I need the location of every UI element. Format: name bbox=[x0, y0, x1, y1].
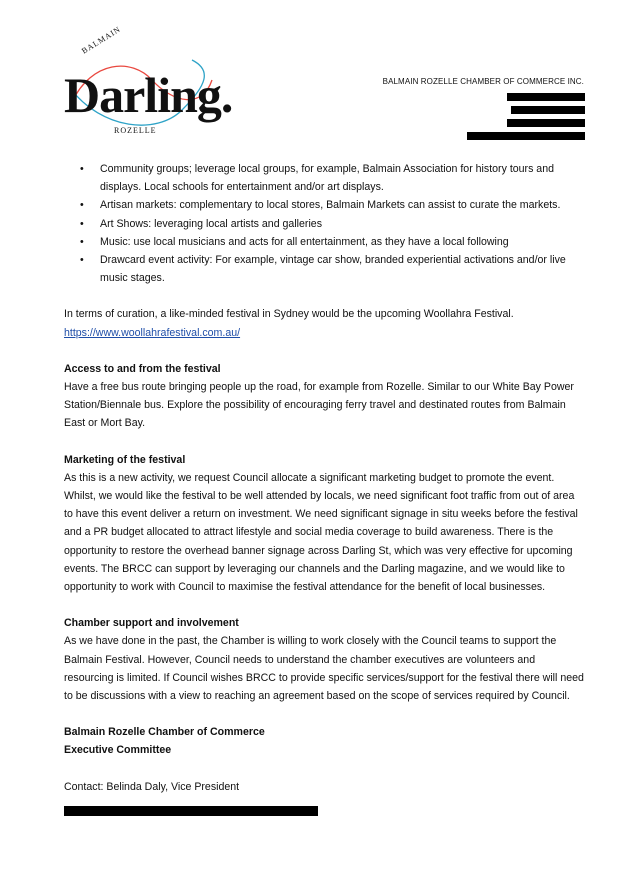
darling-logo bbox=[62, 24, 233, 144]
redaction-bar bbox=[507, 119, 585, 127]
redaction-bar bbox=[511, 106, 585, 114]
curation-text: In terms of curation, a like-minded festival in Sydney would be the upcoming Woollahra Festival. bbox=[64, 308, 514, 321]
organization-name: BALMAIN ROZELLE CHAMBER OF COMMERCE INC. bbox=[382, 77, 584, 86]
section-body: Have a free bus route bringing people up the road, for example from Rozelle. Similar to our White Bay Power Station/Biennale bus. Explore the possibility of encouraging ferry travel and destinated routes from Balmain East or Mort Bay. bbox=[64, 381, 574, 430]
contact-line: Contact: Belinda Daly, Vice President bbox=[64, 780, 240, 793]
section-heading: Access to and from the festival bbox=[64, 362, 221, 375]
redaction-bar bbox=[64, 806, 318, 816]
bullet-list bbox=[64, 160, 586, 287]
redaction-bar bbox=[507, 93, 585, 101]
redaction-bar bbox=[467, 132, 585, 140]
logo-rozelle-text: ROZELLE bbox=[114, 126, 157, 135]
bullet-item: • Art Shows: leveraging local artists and galleries bbox=[100, 215, 586, 233]
section-body: As this is a new activity, we request Council allocate a significant marketing budget to promote the event. Whilst, we would like the festival to be well attended by locals, we need significant foot traffic from out of area to have this event deliver a return on investment. We need significant signage in situ weeks before the festival and a PR budget allocated to attract lifestyle and social media coverage to build awareness. There is the opportunity to restore the overhead banner signage across Darling St, which was very effective for upcoming events. The BRCC can support by leveraging our channels and the Darling magazine, and we would like to opportunity to work with Council to maximise the festival attendance for the benefit of local businesses. bbox=[64, 471, 578, 594]
document-body bbox=[64, 160, 586, 796]
bullet-item: • Community groups; leverage local groups, for example, Balmain Association for history tours and displays. Local schools for entertainment and/or art displays. bbox=[100, 160, 586, 196]
curation-paragraph bbox=[64, 305, 586, 341]
woollahra-festival-link[interactable]: https://www.woollahrafestival.com.au/ bbox=[64, 326, 241, 339]
logo-darling-text: Darling. bbox=[64, 67, 233, 123]
signoff-organization: Balmain Rozelle Chamber of Commerce bbox=[64, 726, 265, 739]
signoff-committee: Executive Committee bbox=[64, 744, 172, 757]
section-body: As we have done in the past, the Chamber is willing to work closely with the Council teams to support the Balmain Festival. However, Council needs to understand the chamber executives are volunteers and resourcing is limited. If Council wishes BRCC to provide specific services/support for the festival there will need to be discussions with a view to reaching an agreement based on the scope of services required by Council. bbox=[64, 635, 584, 703]
section-heading: Chamber support and involvement bbox=[64, 617, 239, 630]
bullet-item: • Artisan markets: complementary to local stores, Balmain Markets can assist to curate the markets. bbox=[100, 196, 586, 214]
logo-balmain-text: BALMAIN bbox=[80, 24, 123, 56]
bullet-item: • Music: use local musicians and acts for all entertainment, as they have a local following bbox=[100, 233, 586, 251]
bullet-item: • Drawcard event activity: For example, vintage car show, branded experiential activations and/or live music stages. bbox=[100, 251, 586, 287]
section-heading: Marketing of the festival bbox=[64, 453, 186, 466]
